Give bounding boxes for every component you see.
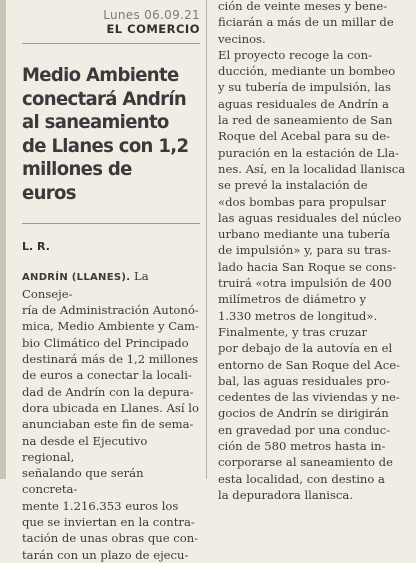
article-byline: L. R.: [22, 239, 50, 253]
article-body-right: [218, 0, 408, 503]
header-rule: [22, 43, 200, 44]
article-headline: Medio Ambiente conectará Andrín al saneamiento de Llanes con 1,2 millones de euros: [22, 64, 189, 204]
page-edge: [0, 0, 6, 479]
left-column: [22, 8, 200, 563]
lead-location: ANDRÍN (LLANES).: [22, 271, 131, 283]
column-divider: [206, 0, 207, 479]
newspaper-name: EL COMERCIO: [106, 22, 200, 36]
publication-date: Lunes 06.09.21: [103, 8, 200, 22]
paragraph-continuation: ción de veinte meses y bene- ficiarán a más de un millar de vecinos.: [218, 0, 394, 46]
headline-rule: [22, 223, 200, 224]
right-column: [218, 0, 408, 503]
left-body-text: La Conseje- ría de Administración Autonó- mica, Medio Ambiente y Cam- bio Climático del Principado destinará más de 1,2 millones de euros a conectar la locali- dad de Andrín con la depura- dora ubicada en Llanes. Así lo anunciaban este fin de sema- na desde el Ejecutivo regional, señalando que serán concreta- mente 1.216.353 euros los que se inviertan en la contra- tación de unas obras que con- tarán con un plazo de ejecu-: [22, 268, 199, 562]
paragraph-final: Finalmente, y tras cruzar por debajo de la autovía en el entorno de San Roque del Ace- bal, las aguas residuales pro- cedentes de las viviendas y ne- gocios de Andrín se dirigirán en gravedad por una conduc- ción de 580 metros hasta in- corporarse al saneamiento de esta localidad, con destino a la depuradora llanisca.: [218, 324, 401, 502]
paragraph-project: El proyecto recoge la con- ducción, mediante un bombeo y su tubería de impulsión, las aguas residuales de Andrín a la red de saneamiento de San Roque del Acebal para su de- puración en la estación de Lla- nes. Así, en la localidad llanisca se prevé la instalación de «dos bombas para propulsar las aguas residuales del núcleo urbano mediante una tubería de impulsión» y, para su tras- lado hacia San Roque se cons- truirá «otra impulsión de 400 milímetros de diámetro y 1.330 metros de longitud».: [218, 47, 406, 323]
article-body-left: [22, 268, 200, 563]
